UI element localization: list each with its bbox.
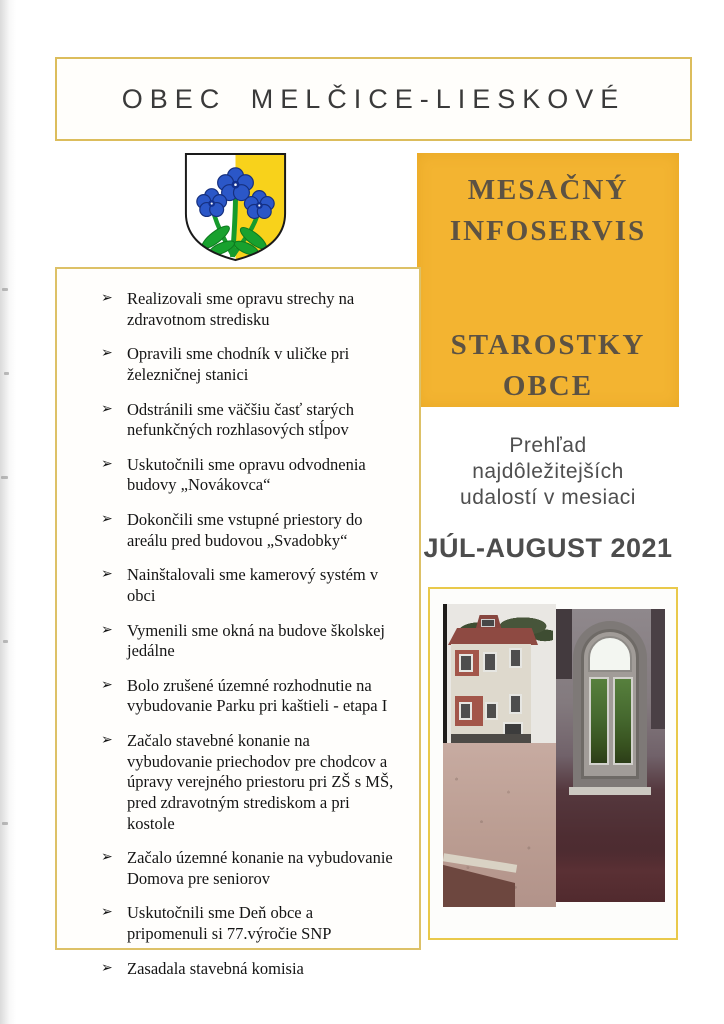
list-item-text: Realizovali sme opravu strechy na zdravotnom stredisku [127,289,355,329]
coat-of-arms-icon [176,148,295,267]
subtitle [417,433,679,511]
list-item [101,400,395,441]
arrow-bullet-icon: ➢ [101,345,113,362]
masthead-gap [417,252,679,325]
subtitle-line-2: najdôležitejších [472,460,624,483]
list-item-text: Uskutočnili sme Deň obce a pripomenuli si 77.výročie SNP [127,903,332,943]
building-courtyard-photo [443,604,556,907]
renovated-window-photo [556,609,665,902]
arrow-bullet-icon: ➢ [101,400,113,417]
masthead-box [417,153,679,407]
arrow-bullet-icon: ➢ [101,566,113,583]
list-item-text: Opravili sme chodník v uličke pri železničnej stanici [127,344,350,384]
subtitle-line-1: Prehľad [509,434,587,457]
photos-row [443,604,665,909]
arrow-bullet-icon: ➢ [101,511,113,527]
list-item [101,344,395,385]
scan-mark [2,822,8,825]
list-item [101,903,395,944]
photo-frame [428,587,678,940]
masthead-line-4: OBCE [502,370,594,402]
coat-of-arms-svg [176,148,295,267]
arrow-bullet-icon: ➢ [101,959,113,976]
period-title: JÚL-AUGUST 2021 [423,533,673,563]
list-item [101,455,395,496]
list-item-text: Bolo zrušené územné rozhodnutie na vybudovanie Parku pri kaštieli - etapa I [127,675,388,716]
scan-mark [4,372,9,375]
scan-mark [2,288,8,291]
list-item-text: Odstránili sme väčšiu časť starých nefunkčných rozhlasových stĺpov [127,399,354,440]
subtitle-line-3: udalostí v mesiaci [460,486,636,509]
scan-mark [3,640,8,643]
list-item [101,621,395,662]
list-item [101,959,395,980]
arrow-bullet-icon: ➢ [101,621,113,638]
header-box [55,57,692,141]
page-title: OBEC MELČICE-LIESKOVÉ [121,83,626,114]
list-item-text: Dokončili sme vstupné priestory do areálu pred budovou „Svadobky“ [127,510,363,550]
list-item-text: Nainštalovali sme kamerový systém v obci [127,565,379,605]
list-item [101,848,395,889]
arrow-bullet-icon: ➢ [101,904,113,921]
list-item [101,510,395,551]
list-item-text: Vymenili sme okná na budove školskej jedálne [127,620,386,661]
scan-mark [1,476,8,479]
arrow-bullet-icon: ➢ [101,732,113,748]
arrow-bullet-icon: ➢ [101,455,113,472]
arrow-bullet-icon: ➢ [101,290,113,306]
scan-edge-artifact [0,0,16,1024]
list-item [101,565,395,606]
list-item [101,731,395,834]
list-item [101,676,395,717]
list-item-text: Uskutočnili sme opravu odvodnenia budovy „Novákovca“ [127,454,366,495]
list-item-text: Začalo územné konanie na vybudovanie Domova pre seniorov [127,848,393,888]
list-item-text: Začalo stavebné konanie na vybudovanie priechodov pre chodcov a úpravy verejného priestoru pri ZŠ s MŠ, pred zdravotným strediskom a pri kostole [127,731,394,833]
arrow-bullet-icon: ➢ [101,849,113,866]
list-item-text: Zasadala stavebná komisia [127,958,304,978]
masthead-line-1: MESAČNÝ [467,174,629,206]
arrow-bullet-icon: ➢ [101,676,113,693]
news-list-box [55,267,421,978]
masthead-line-3: STAROSTKY [450,329,646,361]
masthead-line-2: INFOSERVIS [449,215,647,247]
list-item [101,289,395,330]
